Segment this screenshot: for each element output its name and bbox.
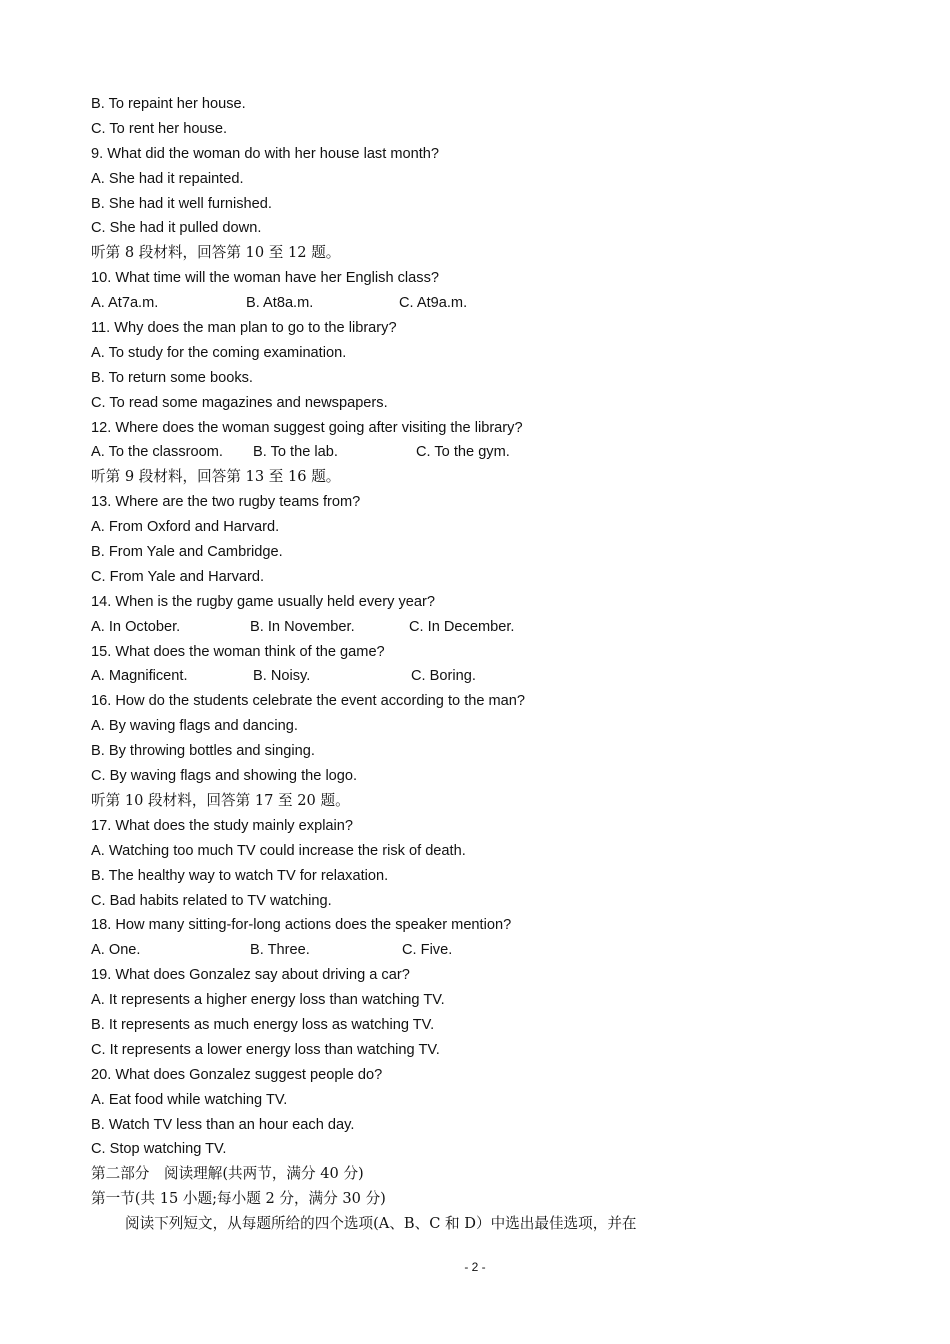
document-body [91, 92, 891, 1237]
question-text: 10. What time will the woman have her English class? [91, 270, 439, 287]
answer-option: C. In December. [409, 618, 515, 635]
answer-option: B. In November. [250, 618, 355, 635]
question-text: 13. Where are the two rugby teams from? [91, 494, 361, 511]
answer-option: A. By waving flags and dancing. [91, 718, 298, 735]
answer-option: C. Stop watching TV. [91, 1141, 227, 1158]
question-text: 14. When is the rugby game usually held every year? [91, 593, 435, 610]
answer-option: C. To the gym. [416, 444, 510, 461]
answer-option: B. Watch TV less than an hour each day. [91, 1116, 355, 1133]
question-text: 11. Why does the man plan to go to the library? [91, 320, 397, 337]
answer-option: B. At8a.m. [246, 295, 314, 312]
answer-option: B. To repaint her house. [91, 96, 246, 112]
answer-option: C. Five. [402, 942, 453, 959]
answer-option: A. At7a.m. [91, 295, 159, 312]
answer-option: B. The healthy way to watch TV for relaxation. [91, 867, 389, 884]
answer-option: B. Noisy. [253, 668, 311, 685]
answer-option: A. From Oxford and Harvard. [91, 519, 280, 536]
answer-option: C. Boring. [411, 668, 476, 685]
answer-option: C. At9a.m. [399, 295, 468, 312]
section-instruction: 听第 9 段材料，回答第 13 至 16 题。 [91, 468, 341, 486]
answer-option: B. By throwing bottles and singing. [91, 743, 315, 760]
page-number: - 2 - [464, 1260, 486, 1274]
question-text: 15. What does the woman think of the game? [91, 643, 385, 660]
question-text: 12. Where does the woman suggest going after visiting the library? [91, 419, 523, 436]
answer-option: C. By waving flags and showing the logo. [91, 768, 358, 785]
question-text: 17. What does the study mainly explain? [91, 817, 354, 834]
section-instruction: 听第 10 段材料，回答第 17 至 20 题。 [91, 791, 350, 809]
option-row [91, 440, 891, 465]
answer-option: C. She had it pulled down. [91, 220, 262, 237]
answer-option: C. Bad habits related to TV watching. [91, 892, 332, 909]
answer-option: A. Watching too much TV could increase the risk of death. [91, 842, 466, 859]
section-instruction: 听第 8 段材料，回答第 10 至 12 题。 [91, 244, 341, 262]
answer-option: A. Magnificent. [91, 668, 188, 685]
answer-option: A. It represents a higher energy loss than watching TV. [91, 992, 445, 1009]
answer-option: B. Three. [250, 942, 310, 959]
answer-option: A. To study for the coming examination. [91, 344, 347, 361]
option-row [91, 291, 891, 316]
answer-option: A. In October. [91, 618, 181, 635]
question-text: 19. What does Gonzalez say about driving a car? [91, 967, 410, 984]
answer-option: C. To rent her house. [91, 120, 228, 137]
answer-option: B. It represents as much energy loss as watching TV. [91, 1016, 435, 1033]
answer-option: B. To return some books. [91, 369, 253, 386]
answer-option: B. To the lab. [253, 444, 338, 461]
answer-option: A. She had it repainted. [91, 170, 244, 187]
answer-option: B. From Yale and Cambridge. [91, 544, 283, 561]
question-text: 20. What does Gonzalez suggest people do? [91, 1066, 383, 1083]
option-row [91, 664, 891, 689]
answer-option: A. Eat food while watching TV. [91, 1091, 288, 1108]
section-instruction: 第二部分 阅读理解(共两节，满分 40 分) [91, 1165, 364, 1183]
question-text: 18. How many sitting-for-long actions does the speaker mention? [91, 917, 512, 934]
question-text: 9. What did the woman do with her house last month? [91, 145, 440, 162]
answer-option: C. To read some magazines and newspapers. [91, 394, 388, 411]
question-text: 16. How do the students celebrate the event according to the man? [91, 693, 526, 710]
option-row [91, 615, 891, 640]
answer-option: C. From Yale and Harvard. [91, 568, 265, 585]
answer-option: A. To the classroom. [91, 444, 223, 461]
answer-option: B. She had it well furnished. [91, 195, 272, 212]
option-row [91, 938, 891, 963]
answer-option: C. It represents a lower energy loss than watching TV. [91, 1041, 440, 1058]
section-instruction: 阅读下列短文，从每题所给的四个选项(A、B、C 和 D）中选出最佳选项，并在 [125, 1215, 637, 1233]
section-instruction: 第一节(共 15 小题;每小题 2 分，满分 30 分) [91, 1190, 386, 1208]
answer-option: A. One. [91, 942, 141, 959]
